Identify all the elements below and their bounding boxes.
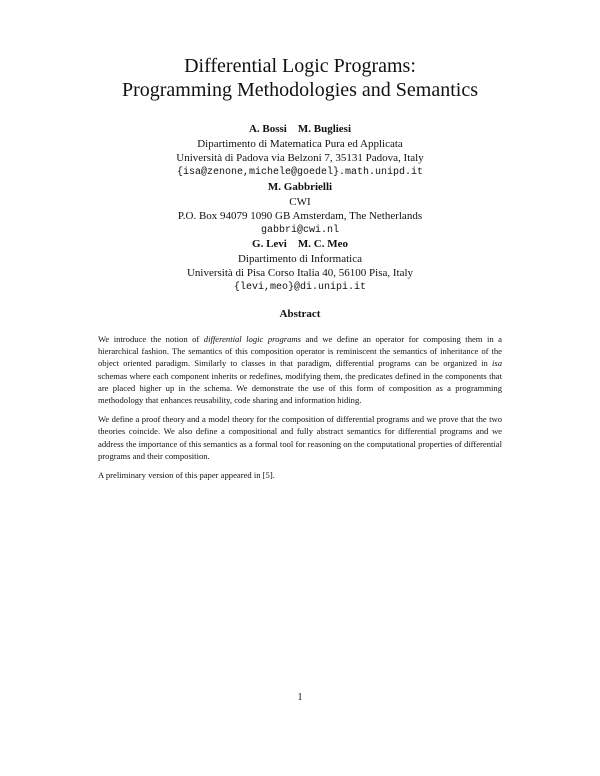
abstract-paragraph-2: We define a proof theory and a model theory for the composition of differential programs and we prove that the two theories coincide. We also define a compositional and fully abstract semantics for differential programs and we address the importance of this semantics as a formal tool for reasoning on the computational properties of differential programs and their composition. [98, 414, 502, 461]
title-line-1: Differential Logic Programs: [184, 55, 416, 77]
emphasized-term: differential logic programs [203, 334, 301, 344]
emphasized-term: isa [491, 358, 502, 369]
affiliation-line: Dipartimento di Matematica Pura ed Applicata [197, 137, 403, 150]
abstract-body [98, 333, 502, 488]
author-group-cwi [0, 180, 600, 238]
author-group-pisa [0, 237, 600, 295]
title-line-2: Programming Methodologies and Semantics [121, 79, 479, 101]
author-names: M. Gabbrielli [267, 181, 333, 193]
abstract-paragraph-3: A preliminary version of this paper appeared in [5]. [98, 470, 275, 481]
text-run: and we define an operator for composing them in a hierarchical fashion. The semantics of this composition operator is reminiscent the semantics of inheritance of the object oriented paradigm. Similarly to classes in that paradigm, differential programs can be organized in [98, 334, 502, 369]
text-run: We introduce the notion of [98, 334, 204, 344]
author-email: gabbri@cwi.nl [260, 224, 339, 236]
affiliation-line: P.O. Box 94079 1090 GB Amsterdam, The Netherlands [177, 210, 423, 222]
text-run: schemas where each component inherits or redefines, modifying them, the predicates defined in the components that are placed higher up in the schema. We demonstrate the use of this form of composition as a programming methodology that enhances reusability, code sharing and information hiding. [98, 370, 502, 406]
affiliation-line: Università di Padova via Belzoni 7, 35131 Padova, Italy [176, 152, 424, 164]
abstract-heading: Abstract [279, 308, 321, 320]
paper-title [0, 54, 600, 102]
author-email: {levi,meo}@di.unipi.it [233, 281, 367, 293]
affiliation-line: CWI [289, 195, 311, 208]
author-group-padova [0, 122, 600, 180]
author-names: G. Levi M. C. Meo [252, 238, 348, 250]
affiliation-line: Università di Pisa Corso Italia 40, 56100 Pisa, Italy [186, 267, 414, 279]
abstract-paragraph-1 [98, 333, 502, 406]
author-names: A. Bossi M. Bugliesi [248, 123, 352, 135]
affiliation-line: Dipartimento di Informatica [237, 252, 362, 265]
page-number: 1 [297, 692, 303, 703]
author-email: {isa@zenone,michele@goedel}.math.unipd.it [176, 166, 424, 178]
